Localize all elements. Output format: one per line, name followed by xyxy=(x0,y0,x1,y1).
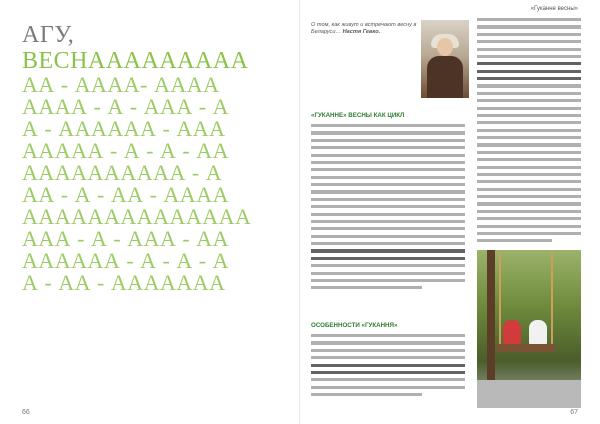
author-photo xyxy=(421,20,469,98)
text-line xyxy=(311,371,465,374)
text-line xyxy=(311,168,465,171)
text-line xyxy=(477,107,581,110)
text-line xyxy=(311,349,465,352)
text-line xyxy=(311,341,465,344)
text-line xyxy=(311,249,465,252)
intro-paragraph: О том, как живут и встречают весну в Беларуси… xyxy=(311,22,417,36)
text-line xyxy=(477,77,581,80)
swing-photo xyxy=(477,250,581,408)
text-line xyxy=(477,195,581,198)
text-line xyxy=(477,158,581,161)
text-line xyxy=(477,25,581,28)
text-line xyxy=(477,151,581,154)
text-line xyxy=(477,84,581,87)
text-line xyxy=(477,136,581,139)
headline-second-line: ВЕСНААААААААА xyxy=(22,48,249,74)
headline-line: АААААААААААААА xyxy=(22,204,252,229)
text-line xyxy=(477,33,581,36)
headline-line: АА - АААА- АААА xyxy=(22,72,220,97)
body-column-left xyxy=(311,334,465,400)
text-line xyxy=(477,40,581,43)
text-line xyxy=(477,48,581,51)
text-line xyxy=(311,227,465,230)
headline-line: ААААА - А - А - АА xyxy=(22,138,229,163)
intro-text xyxy=(311,22,419,36)
text-line xyxy=(477,180,581,183)
text-line xyxy=(311,242,465,245)
page-number-left: 66 xyxy=(22,409,30,416)
text-line xyxy=(477,225,581,228)
text-line xyxy=(311,286,422,289)
right-page xyxy=(301,0,600,424)
text-line xyxy=(311,272,465,275)
text-line xyxy=(311,198,465,201)
text-line xyxy=(311,235,465,238)
text-line xyxy=(477,210,581,213)
headline-line: ААА - А - ААА - АА xyxy=(22,226,229,251)
body-column-left xyxy=(311,124,465,294)
headline-line: А - АААААА - ААА xyxy=(22,116,226,141)
text-line xyxy=(311,154,465,157)
text-line xyxy=(311,334,465,337)
text-line xyxy=(477,143,581,146)
headline-first-line: АГУ, xyxy=(22,22,75,48)
page-number-right: 67 xyxy=(570,409,578,416)
section-title: «ГУКАННЕ» ВЕСНЫ КАК ЦИКЛ xyxy=(311,112,405,119)
text-line xyxy=(311,161,465,164)
text-line xyxy=(311,124,465,127)
swing-rope xyxy=(499,250,501,345)
running-head: «Гуканне весны» xyxy=(530,6,578,12)
ground xyxy=(477,380,581,408)
text-line xyxy=(311,183,465,186)
headline xyxy=(22,22,292,294)
headline-line: АААААА - А - А - А xyxy=(22,248,229,273)
text-line xyxy=(311,205,465,208)
text-line xyxy=(311,264,465,267)
text-line xyxy=(477,99,581,102)
text-line xyxy=(477,70,581,73)
headline-line: АААААААААА - А xyxy=(22,160,223,185)
text-line xyxy=(477,92,581,95)
text-line xyxy=(477,217,581,220)
headline-line: АААА - А - ААА - А xyxy=(22,94,229,119)
text-line xyxy=(311,220,465,223)
swing-seat xyxy=(497,344,555,352)
text-line xyxy=(477,18,581,21)
text-line xyxy=(477,121,581,124)
text-line xyxy=(311,393,422,396)
swing-rope xyxy=(551,250,553,345)
text-line xyxy=(477,188,581,191)
text-line xyxy=(477,114,581,117)
text-line xyxy=(311,139,465,142)
text-line xyxy=(477,62,581,65)
text-line xyxy=(311,176,465,179)
text-line xyxy=(477,129,581,132)
text-line xyxy=(311,378,465,381)
text-line xyxy=(477,55,581,58)
intro-author: Настя Гевко. xyxy=(342,29,381,36)
text-line xyxy=(311,257,465,260)
text-line xyxy=(311,356,465,359)
body-column-right xyxy=(477,18,581,247)
text-line xyxy=(311,146,465,149)
headline-line: А - АА - ААААААА xyxy=(22,270,226,295)
text-line xyxy=(311,364,465,367)
text-line xyxy=(311,386,465,389)
text-line xyxy=(477,202,581,205)
face xyxy=(437,38,453,56)
text-line xyxy=(477,232,581,235)
text-line xyxy=(311,190,465,193)
text-line xyxy=(477,173,581,176)
coat xyxy=(427,56,463,98)
text-line xyxy=(477,166,581,169)
text-line xyxy=(311,213,465,216)
text-line xyxy=(311,131,465,134)
text-line xyxy=(477,239,552,242)
section-title: ОСОБЕННОСТИ «ГУКАННЯ» xyxy=(311,322,398,329)
headline-line: АА - А - АА - АААА xyxy=(22,182,229,207)
text-line xyxy=(311,279,465,282)
